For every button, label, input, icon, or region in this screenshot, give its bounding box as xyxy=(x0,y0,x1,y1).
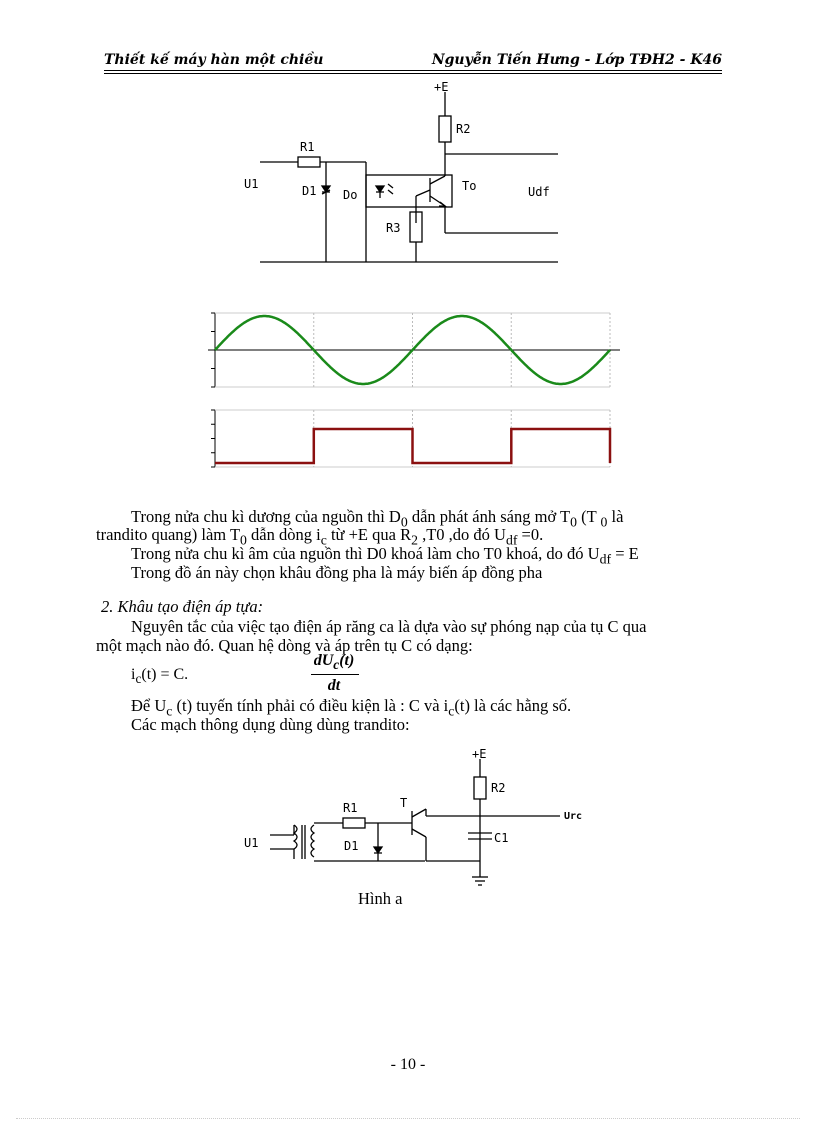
c1-label-r2: R2 xyxy=(456,122,471,136)
c1-label-udf: Udf xyxy=(528,185,550,199)
c2-label-d1: D1 xyxy=(344,839,359,853)
c1-label-d0: Do xyxy=(343,188,358,202)
c2-label-urc: Urc xyxy=(564,811,583,822)
para2-line4: Các mạch thông dụng dùng dùng trandito: xyxy=(131,715,410,734)
para2-line2: một mạch nào đó. Quan hệ dòng và áp trên tụ C có dạng: xyxy=(96,636,473,655)
header-right: Nguyễn Tiến Hưng - Lớp TĐH2 - K46 xyxy=(431,52,722,68)
c1-label-r1: R1 xyxy=(300,140,315,154)
square-wave-chart xyxy=(200,405,625,475)
sine-wave-chart xyxy=(200,305,625,395)
c2-label-u1: U1 xyxy=(244,836,259,850)
c2-label-r1: R1 xyxy=(343,801,358,815)
square-wave-line xyxy=(215,429,610,463)
page-number: - 10 - xyxy=(390,1056,426,1073)
c1-label-t0: To xyxy=(462,179,477,193)
header-rule-2 xyxy=(104,73,722,74)
para2-line1: Nguyên tắc của việc tạo điện áp răng ca là dựa vào sự phóng nạp của tụ C qua xyxy=(131,617,647,636)
para1-line4: Trong đồ án này chọn khâu đồng pha là máy biến áp đồng pha xyxy=(131,563,543,582)
header-rule xyxy=(104,70,722,71)
c2-label-t: T xyxy=(400,796,408,810)
para1-line1: Trong nửa chu kì dương của nguồn thì $D_0$ dẫn phát ánh sáng mở $T_0$ (T $_0$ là xyxy=(131,507,624,530)
circuit-2 xyxy=(240,745,600,890)
c1-label-u1: U1 xyxy=(244,177,259,191)
c2-label-plus-e: +E xyxy=(472,747,487,761)
para2-line3: Để $U_c$ (t) tuyến tính phải có điều kiện là : C và $i_c(t)$ là các hằng số. xyxy=(131,696,572,719)
c1-label-d1: D1 xyxy=(302,184,317,198)
c1-label-r3: R3 xyxy=(386,221,401,235)
c2-label-r2: R2 xyxy=(491,781,506,795)
page-bottom-border xyxy=(16,1118,800,1119)
para1-line3: Trong nửa chu kì âm của nguồn thì D0 khoá làm cho T0 khoá, do đó $U_{df} = E$ xyxy=(131,544,639,567)
circuit-1 xyxy=(230,78,570,263)
para1-line2: trandito quang) làm $T_0$ dẫn dòng $i_c$ từ +E qua $R_2$ ,T0 ,do đó $U_{df} =0$. xyxy=(96,525,544,548)
c2-label-c1: C1 xyxy=(494,831,509,845)
section-2-title: 2. Khâu tạo điện áp tựa: xyxy=(101,597,264,616)
c1-label-plus-e: +E xyxy=(434,80,449,94)
header-left: Thiết kế máy hàn một chiều xyxy=(104,52,324,68)
figure-caption: Hình a xyxy=(358,889,403,908)
